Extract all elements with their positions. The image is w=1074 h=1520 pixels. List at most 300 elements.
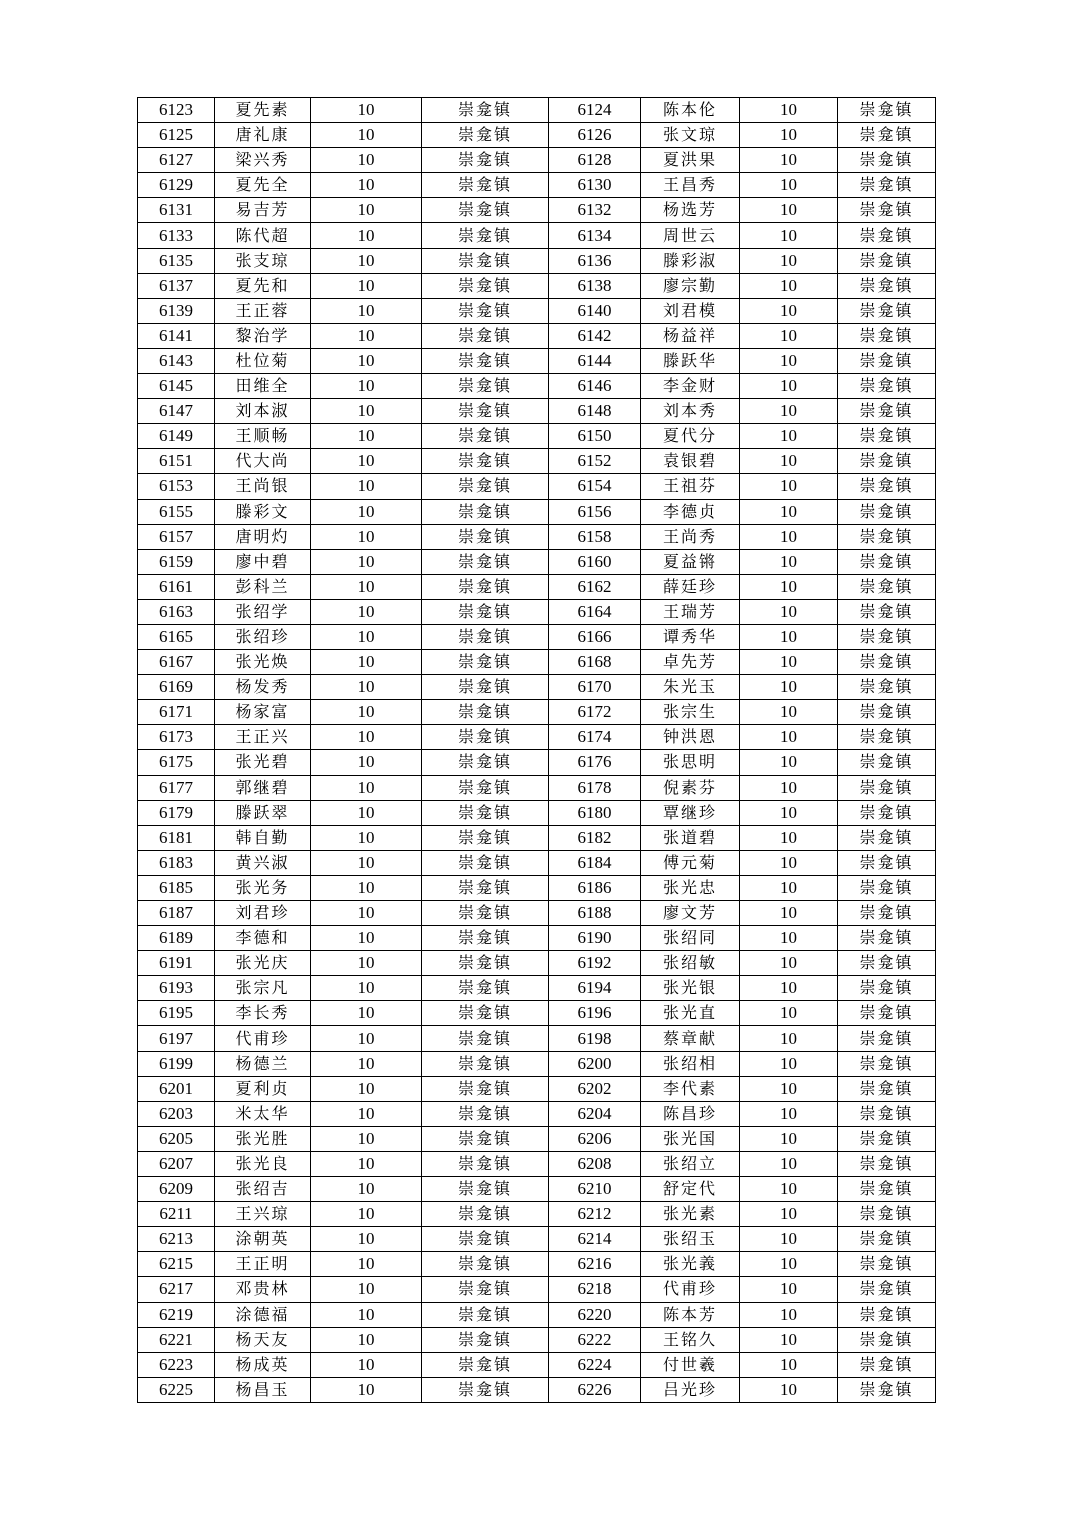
- right-name-cell: 夏洪果: [641, 148, 740, 173]
- table-row: [138, 1026, 936, 1051]
- table-row: [138, 901, 936, 926]
- left-amount-cell: 10: [311, 1202, 422, 1227]
- right-town-cell: 崇龛镇: [838, 248, 936, 273]
- right-amount-cell: 10: [740, 650, 838, 675]
- table-row: [138, 173, 936, 198]
- left-amount-cell: 10: [311, 424, 422, 449]
- right-name-cell: 张光国: [641, 1126, 740, 1151]
- right-name-cell: 刘君模: [641, 298, 740, 323]
- left-amount-cell: 10: [311, 976, 422, 1001]
- right-town-cell: 崇龛镇: [838, 1302, 936, 1327]
- left-town-cell: 崇龛镇: [422, 1377, 549, 1402]
- left-name-cell: 李德和: [215, 926, 311, 951]
- right-amount-cell: 10: [740, 173, 838, 198]
- left-amount-cell: 10: [311, 901, 422, 926]
- right-name-cell: 薛廷珍: [641, 574, 740, 599]
- right-amount-cell: 10: [740, 223, 838, 248]
- left-town-cell: 崇龛镇: [422, 675, 549, 700]
- right-amount-cell: 10: [740, 1126, 838, 1151]
- left-name-cell: 张光务: [215, 875, 311, 900]
- left-id-cell: 6197: [138, 1026, 215, 1051]
- left-town-cell: 崇龛镇: [422, 901, 549, 926]
- left-id-cell: 6219: [138, 1302, 215, 1327]
- left-id-cell: 6145: [138, 374, 215, 399]
- right-amount-cell: 10: [740, 901, 838, 926]
- left-id-cell: 6187: [138, 901, 215, 926]
- left-name-cell: 张光胜: [215, 1126, 311, 1151]
- right-town-cell: 崇龛镇: [838, 374, 936, 399]
- right-town-cell: 崇龛镇: [838, 298, 936, 323]
- left-id-cell: 6223: [138, 1352, 215, 1377]
- right-amount-cell: 10: [740, 775, 838, 800]
- left-name-cell: 代大尚: [215, 449, 311, 474]
- left-amount-cell: 10: [311, 1101, 422, 1126]
- right-town-cell: 崇龛镇: [838, 173, 936, 198]
- right-town-cell: 崇龛镇: [838, 976, 936, 1001]
- right-town-cell: 崇龛镇: [838, 1277, 936, 1302]
- right-id-cell: 6138: [549, 273, 641, 298]
- left-town-cell: 崇龛镇: [422, 875, 549, 900]
- left-name-cell: 黄兴淑: [215, 850, 311, 875]
- left-town-cell: 崇龛镇: [422, 700, 549, 725]
- right-town-cell: 崇龛镇: [838, 800, 936, 825]
- right-name-cell: 张绍同: [641, 926, 740, 951]
- left-name-cell: 邓贵林: [215, 1277, 311, 1302]
- right-id-cell: 6182: [549, 825, 641, 850]
- left-name-cell: 张光焕: [215, 650, 311, 675]
- left-town-cell: 崇龛镇: [422, 825, 549, 850]
- right-id-cell: 6184: [549, 850, 641, 875]
- left-name-cell: 夏先全: [215, 173, 311, 198]
- right-name-cell: 李代素: [641, 1076, 740, 1101]
- left-town-cell: 崇龛镇: [422, 1352, 549, 1377]
- right-amount-cell: 10: [740, 951, 838, 976]
- table-row: [138, 700, 936, 725]
- left-town-cell: 崇龛镇: [422, 298, 549, 323]
- right-amount-cell: 10: [740, 524, 838, 549]
- right-amount-cell: 10: [740, 399, 838, 424]
- right-name-cell: 张光银: [641, 976, 740, 1001]
- left-name-cell: 彭科兰: [215, 574, 311, 599]
- left-amount-cell: 10: [311, 348, 422, 373]
- right-id-cell: 6220: [549, 1302, 641, 1327]
- right-town-cell: 崇龛镇: [838, 624, 936, 649]
- right-id-cell: 6176: [549, 750, 641, 775]
- left-id-cell: 6171: [138, 700, 215, 725]
- right-id-cell: 6180: [549, 800, 641, 825]
- right-name-cell: 李德贞: [641, 499, 740, 524]
- left-name-cell: 王正兴: [215, 725, 311, 750]
- left-town-cell: 崇龛镇: [422, 1327, 549, 1352]
- left-id-cell: 6199: [138, 1051, 215, 1076]
- left-town-cell: 崇龛镇: [422, 374, 549, 399]
- right-id-cell: 6132: [549, 198, 641, 223]
- right-amount-cell: 10: [740, 725, 838, 750]
- right-amount-cell: 10: [740, 825, 838, 850]
- left-name-cell: 夏利贞: [215, 1076, 311, 1101]
- left-town-cell: 崇龛镇: [422, 399, 549, 424]
- right-name-cell: 蔡章献: [641, 1026, 740, 1051]
- right-name-cell: 覃继珍: [641, 800, 740, 825]
- left-id-cell: 6131: [138, 198, 215, 223]
- table-row: [138, 1377, 936, 1402]
- right-name-cell: 陈本芳: [641, 1302, 740, 1327]
- right-name-cell: 杨益祥: [641, 323, 740, 348]
- right-id-cell: 6144: [549, 348, 641, 373]
- right-id-cell: 6202: [549, 1076, 641, 1101]
- right-town-cell: 崇龛镇: [838, 198, 936, 223]
- left-amount-cell: 10: [311, 700, 422, 725]
- left-name-cell: 滕彩文: [215, 499, 311, 524]
- right-id-cell: 6210: [549, 1177, 641, 1202]
- right-id-cell: 6190: [549, 926, 641, 951]
- right-amount-cell: 10: [740, 675, 838, 700]
- left-town-cell: 崇龛镇: [422, 424, 549, 449]
- left-id-cell: 6217: [138, 1277, 215, 1302]
- right-name-cell: 王尚秀: [641, 524, 740, 549]
- right-name-cell: 傅元菊: [641, 850, 740, 875]
- left-id-cell: 6203: [138, 1101, 215, 1126]
- left-town-cell: 崇龛镇: [422, 449, 549, 474]
- right-id-cell: 6128: [549, 148, 641, 173]
- right-name-cell: 滕彩淑: [641, 248, 740, 273]
- right-amount-cell: 10: [740, 374, 838, 399]
- left-id-cell: 6181: [138, 825, 215, 850]
- right-town-cell: 崇龛镇: [838, 1026, 936, 1051]
- right-name-cell: 张思明: [641, 750, 740, 775]
- left-town-cell: 崇龛镇: [422, 1101, 549, 1126]
- left-amount-cell: 10: [311, 323, 422, 348]
- table-row: [138, 1101, 936, 1126]
- right-name-cell: 王瑞芳: [641, 599, 740, 624]
- right-town-cell: 崇龛镇: [838, 775, 936, 800]
- left-name-cell: 杨发秀: [215, 675, 311, 700]
- left-town-cell: 崇龛镇: [422, 1151, 549, 1176]
- left-name-cell: 滕跃翠: [215, 800, 311, 825]
- left-amount-cell: 10: [311, 1177, 422, 1202]
- left-amount-cell: 10: [311, 499, 422, 524]
- left-amount-cell: 10: [311, 223, 422, 248]
- table-row: [138, 374, 936, 399]
- right-town-cell: 崇龛镇: [838, 1001, 936, 1026]
- left-name-cell: 张绍珍: [215, 624, 311, 649]
- left-id-cell: 6157: [138, 524, 215, 549]
- right-amount-cell: 10: [740, 549, 838, 574]
- left-town-cell: 崇龛镇: [422, 800, 549, 825]
- roster-table: [137, 97, 936, 1403]
- right-name-cell: 周世云: [641, 223, 740, 248]
- right-amount-cell: 10: [740, 1302, 838, 1327]
- left-id-cell: 6173: [138, 725, 215, 750]
- right-name-cell: 代甫珍: [641, 1277, 740, 1302]
- table-row: [138, 850, 936, 875]
- right-amount-cell: 10: [740, 424, 838, 449]
- right-name-cell: 夏益锵: [641, 549, 740, 574]
- table-row: [138, 1202, 936, 1227]
- right-name-cell: 王昌秀: [641, 173, 740, 198]
- right-id-cell: 6142: [549, 323, 641, 348]
- left-name-cell: 夏先和: [215, 273, 311, 298]
- left-town-cell: 崇龛镇: [422, 1076, 549, 1101]
- right-amount-cell: 10: [740, 1026, 838, 1051]
- right-town-cell: 崇龛镇: [838, 499, 936, 524]
- right-amount-cell: 10: [740, 1252, 838, 1277]
- left-id-cell: 6175: [138, 750, 215, 775]
- right-amount-cell: 10: [740, 624, 838, 649]
- left-amount-cell: 10: [311, 1151, 422, 1176]
- left-amount-cell: 10: [311, 1026, 422, 1051]
- right-town-cell: 崇龛镇: [838, 223, 936, 248]
- right-id-cell: 6156: [549, 499, 641, 524]
- right-name-cell: 张道碧: [641, 825, 740, 850]
- left-id-cell: 6133: [138, 223, 215, 248]
- right-id-cell: 6204: [549, 1101, 641, 1126]
- right-amount-cell: 10: [740, 1177, 838, 1202]
- left-name-cell: 唐礼康: [215, 123, 311, 148]
- right-amount-cell: 10: [740, 1352, 838, 1377]
- left-name-cell: 陈代超: [215, 223, 311, 248]
- left-name-cell: 涂德福: [215, 1302, 311, 1327]
- left-town-cell: 崇龛镇: [422, 549, 549, 574]
- right-town-cell: 崇龛镇: [838, 1202, 936, 1227]
- right-name-cell: 张光素: [641, 1202, 740, 1227]
- left-amount-cell: 10: [311, 1377, 422, 1402]
- left-name-cell: 张光良: [215, 1151, 311, 1176]
- table-row: [138, 198, 936, 223]
- left-town-cell: 崇龛镇: [422, 725, 549, 750]
- left-id-cell: 6123: [138, 98, 215, 123]
- left-town-cell: 崇龛镇: [422, 1277, 549, 1302]
- left-id-cell: 6221: [138, 1327, 215, 1352]
- left-town-cell: 崇龛镇: [422, 1227, 549, 1252]
- left-amount-cell: 10: [311, 1252, 422, 1277]
- left-town-cell: 崇龛镇: [422, 1126, 549, 1151]
- left-name-cell: 张支琼: [215, 248, 311, 273]
- right-name-cell: 张光直: [641, 1001, 740, 1026]
- table-row: [138, 348, 936, 373]
- right-name-cell: 张宗生: [641, 700, 740, 725]
- left-amount-cell: 10: [311, 1051, 422, 1076]
- left-amount-cell: 10: [311, 248, 422, 273]
- table-row: [138, 424, 936, 449]
- right-town-cell: 崇龛镇: [838, 901, 936, 926]
- right-town-cell: 崇龛镇: [838, 1151, 936, 1176]
- left-amount-cell: 10: [311, 1227, 422, 1252]
- left-id-cell: 6137: [138, 273, 215, 298]
- right-amount-cell: 10: [740, 323, 838, 348]
- right-amount-cell: 10: [740, 198, 838, 223]
- table-row: [138, 825, 936, 850]
- right-name-cell: 张绍敏: [641, 951, 740, 976]
- left-name-cell: 张光碧: [215, 750, 311, 775]
- left-town-cell: 崇龛镇: [422, 976, 549, 1001]
- right-id-cell: 6130: [549, 173, 641, 198]
- right-id-cell: 6158: [549, 524, 641, 549]
- table-row: [138, 1327, 936, 1352]
- right-town-cell: 崇龛镇: [838, 1327, 936, 1352]
- left-id-cell: 6139: [138, 298, 215, 323]
- left-name-cell: 刘君珍: [215, 901, 311, 926]
- right-name-cell: 倪素芬: [641, 775, 740, 800]
- right-id-cell: 6174: [549, 725, 641, 750]
- left-name-cell: 张宗凡: [215, 976, 311, 1001]
- right-amount-cell: 10: [740, 474, 838, 499]
- right-amount-cell: 10: [740, 850, 838, 875]
- right-amount-cell: 10: [740, 1051, 838, 1076]
- left-name-cell: 李长秀: [215, 1001, 311, 1026]
- left-amount-cell: 10: [311, 98, 422, 123]
- left-amount-cell: 10: [311, 1126, 422, 1151]
- right-id-cell: 6192: [549, 951, 641, 976]
- left-id-cell: 6209: [138, 1177, 215, 1202]
- left-name-cell: 韩自勤: [215, 825, 311, 850]
- right-name-cell: 袁银碧: [641, 449, 740, 474]
- table-row: [138, 148, 936, 173]
- right-town-cell: 崇龛镇: [838, 123, 936, 148]
- left-amount-cell: 10: [311, 750, 422, 775]
- left-name-cell: 王尚银: [215, 474, 311, 499]
- table-row: [138, 725, 936, 750]
- right-name-cell: 张绍相: [641, 1051, 740, 1076]
- table-row: [138, 800, 936, 825]
- left-amount-cell: 10: [311, 549, 422, 574]
- left-id-cell: 6177: [138, 775, 215, 800]
- right-id-cell: 6166: [549, 624, 641, 649]
- right-name-cell: 谭秀华: [641, 624, 740, 649]
- left-town-cell: 崇龛镇: [422, 951, 549, 976]
- left-id-cell: 6127: [138, 148, 215, 173]
- left-town-cell: 崇龛镇: [422, 850, 549, 875]
- right-town-cell: 崇龛镇: [838, 549, 936, 574]
- table-row: [138, 875, 936, 900]
- left-town-cell: 崇龛镇: [422, 248, 549, 273]
- right-name-cell: 杨选芳: [641, 198, 740, 223]
- left-amount-cell: 10: [311, 624, 422, 649]
- right-town-cell: 崇龛镇: [838, 825, 936, 850]
- right-town-cell: 崇龛镇: [838, 424, 936, 449]
- right-amount-cell: 10: [740, 1277, 838, 1302]
- right-amount-cell: 10: [740, 1377, 838, 1402]
- table-row: [138, 549, 936, 574]
- right-town-cell: 崇龛镇: [838, 750, 936, 775]
- left-name-cell: 张光庆: [215, 951, 311, 976]
- left-amount-cell: 10: [311, 198, 422, 223]
- left-id-cell: 6149: [138, 424, 215, 449]
- right-town-cell: 崇龛镇: [838, 98, 936, 123]
- right-town-cell: 崇龛镇: [838, 273, 936, 298]
- table-row: [138, 323, 936, 348]
- table-row: [138, 750, 936, 775]
- right-id-cell: 6164: [549, 599, 641, 624]
- left-id-cell: 6191: [138, 951, 215, 976]
- right-amount-cell: 10: [740, 1076, 838, 1101]
- table-row: [138, 1051, 936, 1076]
- right-amount-cell: 10: [740, 273, 838, 298]
- left-town-cell: 崇龛镇: [422, 273, 549, 298]
- table-row: [138, 1177, 936, 1202]
- left-id-cell: 6189: [138, 926, 215, 951]
- table-row: [138, 1302, 936, 1327]
- table-row: [138, 1277, 936, 1302]
- left-id-cell: 6183: [138, 850, 215, 875]
- right-name-cell: 朱光玉: [641, 675, 740, 700]
- right-id-cell: 6152: [549, 449, 641, 474]
- left-town-cell: 崇龛镇: [422, 148, 549, 173]
- right-id-cell: 6168: [549, 650, 641, 675]
- right-name-cell: 廖文芳: [641, 901, 740, 926]
- right-id-cell: 6146: [549, 374, 641, 399]
- right-id-cell: 6134: [549, 223, 641, 248]
- left-name-cell: 梁兴秀: [215, 148, 311, 173]
- right-town-cell: 崇龛镇: [838, 574, 936, 599]
- left-name-cell: 廖中碧: [215, 549, 311, 574]
- left-town-cell: 崇龛镇: [422, 198, 549, 223]
- table-row: [138, 624, 936, 649]
- right-town-cell: 崇龛镇: [838, 675, 936, 700]
- left-town-cell: 崇龛镇: [422, 750, 549, 775]
- right-town-cell: 崇龛镇: [838, 1252, 936, 1277]
- right-id-cell: 6148: [549, 399, 641, 424]
- right-name-cell: 陈昌珍: [641, 1101, 740, 1126]
- right-amount-cell: 10: [740, 1327, 838, 1352]
- right-id-cell: 6150: [549, 424, 641, 449]
- left-id-cell: 6195: [138, 1001, 215, 1026]
- right-amount-cell: 10: [740, 574, 838, 599]
- right-id-cell: 6154: [549, 474, 641, 499]
- left-amount-cell: 10: [311, 1001, 422, 1026]
- table-row: [138, 1352, 936, 1377]
- right-amount-cell: 10: [740, 1202, 838, 1227]
- left-amount-cell: 10: [311, 123, 422, 148]
- left-amount-cell: 10: [311, 173, 422, 198]
- left-amount-cell: 10: [311, 574, 422, 599]
- left-name-cell: 杨家富: [215, 700, 311, 725]
- right-town-cell: 崇龛镇: [838, 1227, 936, 1252]
- left-town-cell: 崇龛镇: [422, 524, 549, 549]
- right-town-cell: 崇龛镇: [838, 1076, 936, 1101]
- right-town-cell: 崇龛镇: [838, 1126, 936, 1151]
- right-town-cell: 崇龛镇: [838, 474, 936, 499]
- left-amount-cell: 10: [311, 650, 422, 675]
- table-row: [138, 1001, 936, 1026]
- left-name-cell: 米太华: [215, 1101, 311, 1126]
- right-town-cell: 崇龛镇: [838, 348, 936, 373]
- right-id-cell: 6140: [549, 298, 641, 323]
- right-amount-cell: 10: [740, 348, 838, 373]
- left-amount-cell: 10: [311, 1327, 422, 1352]
- table-row: [138, 474, 936, 499]
- left-town-cell: 崇龛镇: [422, 1202, 549, 1227]
- right-name-cell: 钟洪恩: [641, 725, 740, 750]
- table-row: [138, 675, 936, 700]
- right-amount-cell: 10: [740, 449, 838, 474]
- left-id-cell: 6125: [138, 123, 215, 148]
- table-row: [138, 273, 936, 298]
- left-amount-cell: 10: [311, 926, 422, 951]
- left-id-cell: 6169: [138, 675, 215, 700]
- left-name-cell: 杜位菊: [215, 348, 311, 373]
- left-name-cell: 王正蓉: [215, 298, 311, 323]
- right-id-cell: 6188: [549, 901, 641, 926]
- right-town-cell: 崇龛镇: [838, 599, 936, 624]
- left-name-cell: 田维全: [215, 374, 311, 399]
- left-amount-cell: 10: [311, 675, 422, 700]
- left-id-cell: 6163: [138, 599, 215, 624]
- right-id-cell: 6194: [549, 976, 641, 1001]
- left-amount-cell: 10: [311, 1277, 422, 1302]
- right-amount-cell: 10: [740, 248, 838, 273]
- left-amount-cell: 10: [311, 1352, 422, 1377]
